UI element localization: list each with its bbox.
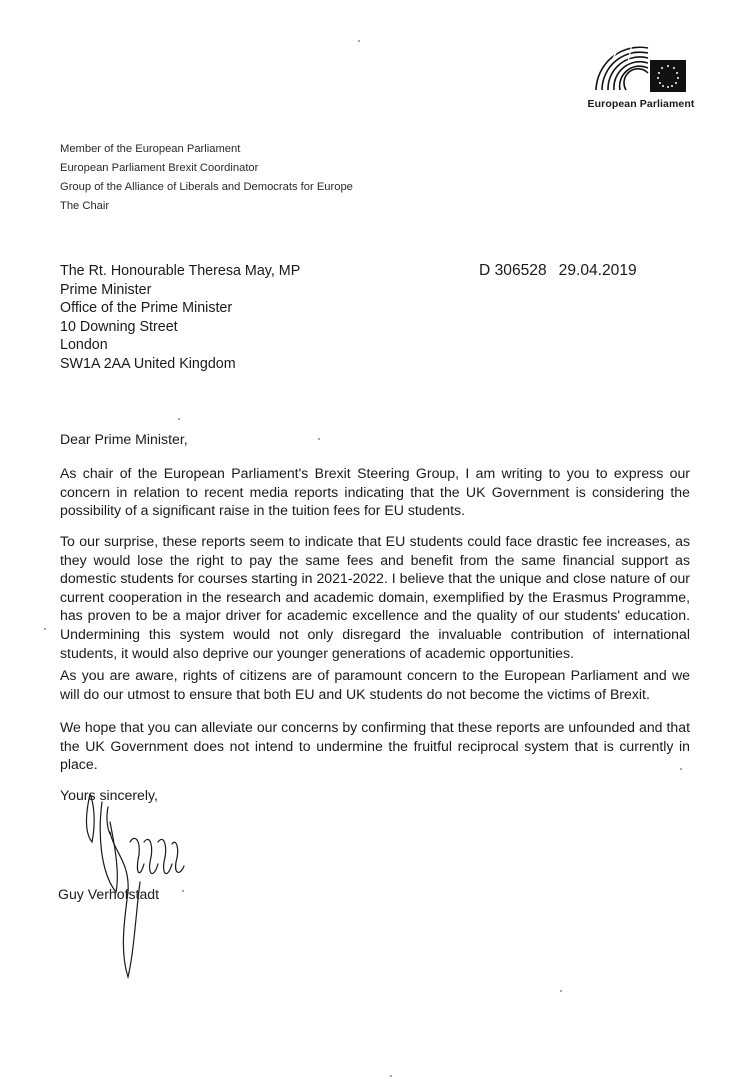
letter-paragraph: As chair of the European Parliament's Brexit Steering Group, I am writing to you to express our concern in relation to recent media reports indicating that the UK Government is considering the possibility of a significant raise in the tuition fees for EU students. — [60, 465, 690, 519]
scan-speck — [680, 768, 682, 770]
letter-paragraph: We hope that you can alleviate our concerns by confirming that these reports are unfounded and that the UK Government does not intend to undermine the fruitful reciprocal system that is currently in place. — [60, 719, 690, 773]
european-parliament-logo — [586, 40, 696, 115]
scan-speck — [358, 40, 360, 42]
sender-line: Member of the European Parliament — [60, 143, 241, 155]
sender-line: The Chair — [60, 200, 110, 212]
scan-speck — [178, 418, 180, 420]
recipient-line: SW1A 2AA United Kingdom — [60, 355, 236, 372]
recipient-line: London — [60, 337, 108, 354]
sender-block — [60, 140, 353, 216]
signatory-name: Guy Verhofstadt — [58, 886, 160, 902]
scan-speck — [318, 438, 320, 440]
closing: Yours sincerely, — [60, 787, 158, 803]
reference-date: 29.04.2019 — [558, 262, 637, 279]
scan-speck — [44, 628, 46, 630]
reference-stamp — [479, 262, 649, 280]
sender-line: Group of the Alliance of Liberals and Democrats for Europe — [60, 181, 353, 193]
letter-paragraph: To our surprise, these reports seem to indicate that EU students could face drastic fee increases, as they would lose the right to pay the same fees and benefit from the same financial support as domestic students for courses starting in 2021-2022. I believe that the unique and close nature of our current cooperation in the research and academic domain, exemplified by the Erasmus Programme, has proven to be a major driver for academic excellence and the quality of our students' education. Undermining this system would not only disregard the invaluable contribution of international students, it would also deprive our younger generations of academic opportunities. — [60, 533, 690, 661]
letter-paragraph: As you are aware, rights of citizens are of paramount concern to the European Parliament and we will do our utmost to ensure that both EU and UK students do not become the victims of Brexit. — [60, 667, 690, 702]
logo-text: European Parliament — [587, 98, 695, 110]
recipient-address — [60, 262, 300, 374]
reference-number: D 306528 — [479, 262, 547, 279]
sender-line: European Parliament Brexit Coordinator — [60, 162, 259, 174]
salutation: Dear Prime Minister, — [60, 431, 188, 447]
recipient-line: Office of the Prime Minister — [60, 300, 233, 317]
handwritten-signature — [80, 782, 210, 982]
scan-speck — [390, 1075, 392, 1077]
recipient-line: Prime Minister — [60, 281, 152, 298]
recipient-line: 10 Downing Street — [60, 318, 178, 335]
scan-speck — [560, 990, 562, 992]
recipient-line: The Rt. Honourable Theresa May, MP — [60, 263, 301, 279]
parliament-hemicycle-icon — [590, 40, 690, 96]
